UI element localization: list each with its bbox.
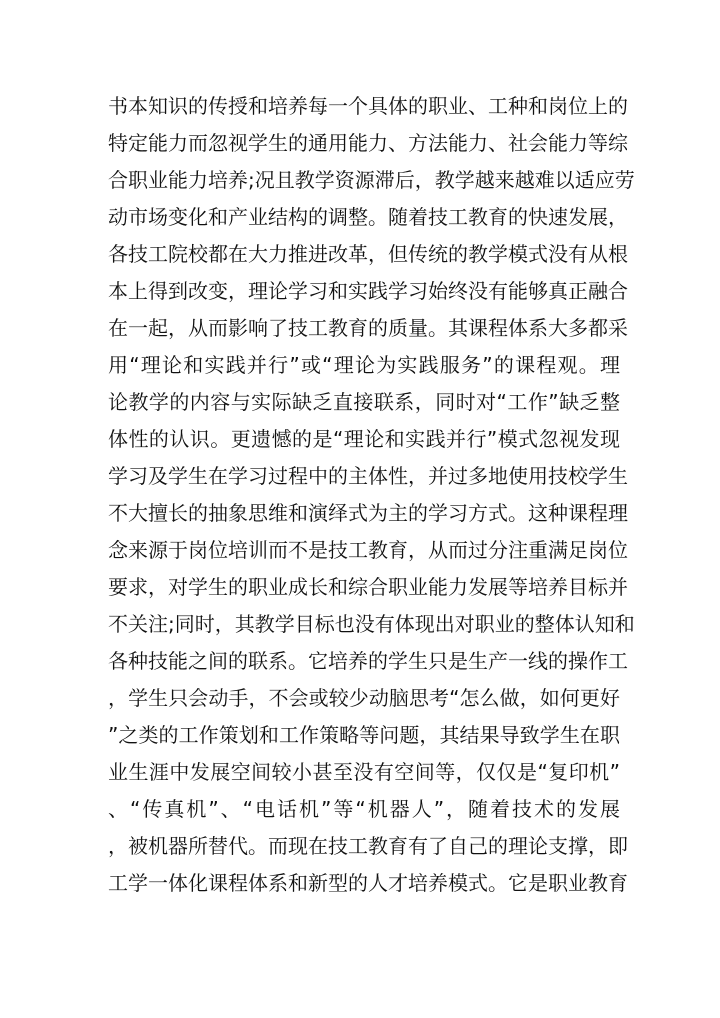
text-line-2: 特定能力而忽视学生的通用能力、方法能力、社会能力等综 bbox=[108, 131, 628, 155]
text-line-22: 工学一体化课程体系和新型的人才培养模式。它是职业教育 bbox=[108, 871, 628, 895]
text-line-3: 合职业能力培养;况且教学资源滞后，教学越来越难以适应劳 bbox=[108, 168, 635, 192]
text-line-15: 不关注;同时，其教学目标也没有体现出对职业的整体认知和 bbox=[108, 612, 635, 636]
text-line-11: 学习及学生在学习过程中的主体性，并过多地使用技校学生 bbox=[108, 464, 628, 488]
text-line-10: 体性的认识。更遗憾的是“理论和实践并行”模式忽视发现 bbox=[108, 427, 620, 451]
text-line-19: 业生涯中发展空间较小甚至没有空间等，仅仅是“复印机” bbox=[108, 760, 620, 784]
text-line-7: 在一起，从而影响了技工教育的质量。其课程体系大多都采 bbox=[108, 316, 628, 340]
text-line-5: 各技工院校都在大力推进改革，但传统的教学模式没有从根 bbox=[108, 242, 628, 266]
text-line-21: ，被机器所替代。而现在技工教育有了自己的理论支撑，即 bbox=[108, 834, 628, 858]
text-line-4: 动市场变化和产业结构的调整。随着技工教育的快速发展， bbox=[108, 205, 628, 229]
text-line-9: 论教学的内容与实际缺乏直接联系，同时对“工作”缺乏整 bbox=[108, 390, 620, 414]
body-text bbox=[108, 88, 635, 902]
text-line-16: 各种技能之间的联系。它培养的学生只是生产一线的操作工 bbox=[108, 649, 628, 673]
text-line-18: ”之类的工作策划和工作策略等问题，其结果导致学生在职 bbox=[108, 723, 620, 747]
text-line-12: 不大擅长的抽象思维和演绎式为主的学习方式。这种课程理 bbox=[108, 501, 628, 525]
text-line-8: 用“理论和实践并行”或“理论为实践服务”的课程观。理 bbox=[108, 353, 620, 377]
text-line-1: 书本知识的传授和培养每一个具体的职业、工种和岗位上的 bbox=[108, 94, 628, 118]
text-line-13: 念来源于岗位培训而不是技工教育，从而过分注重满足岗位 bbox=[108, 538, 628, 562]
text-line-6: 本上得到改变，理论学习和实践学习始终没有能够真正融合 bbox=[108, 279, 628, 303]
text-line-17: ，学生只会动手，不会或较少动脑思考“怎么做，如何更好 bbox=[108, 686, 620, 710]
text-line-14: 要求，对学生的职业成长和综合职业能力发展等培养目标并 bbox=[108, 575, 628, 599]
text-line-20: 、“传真机”、“电话机”等“机器人”，随着技术的发展 bbox=[108, 797, 620, 821]
